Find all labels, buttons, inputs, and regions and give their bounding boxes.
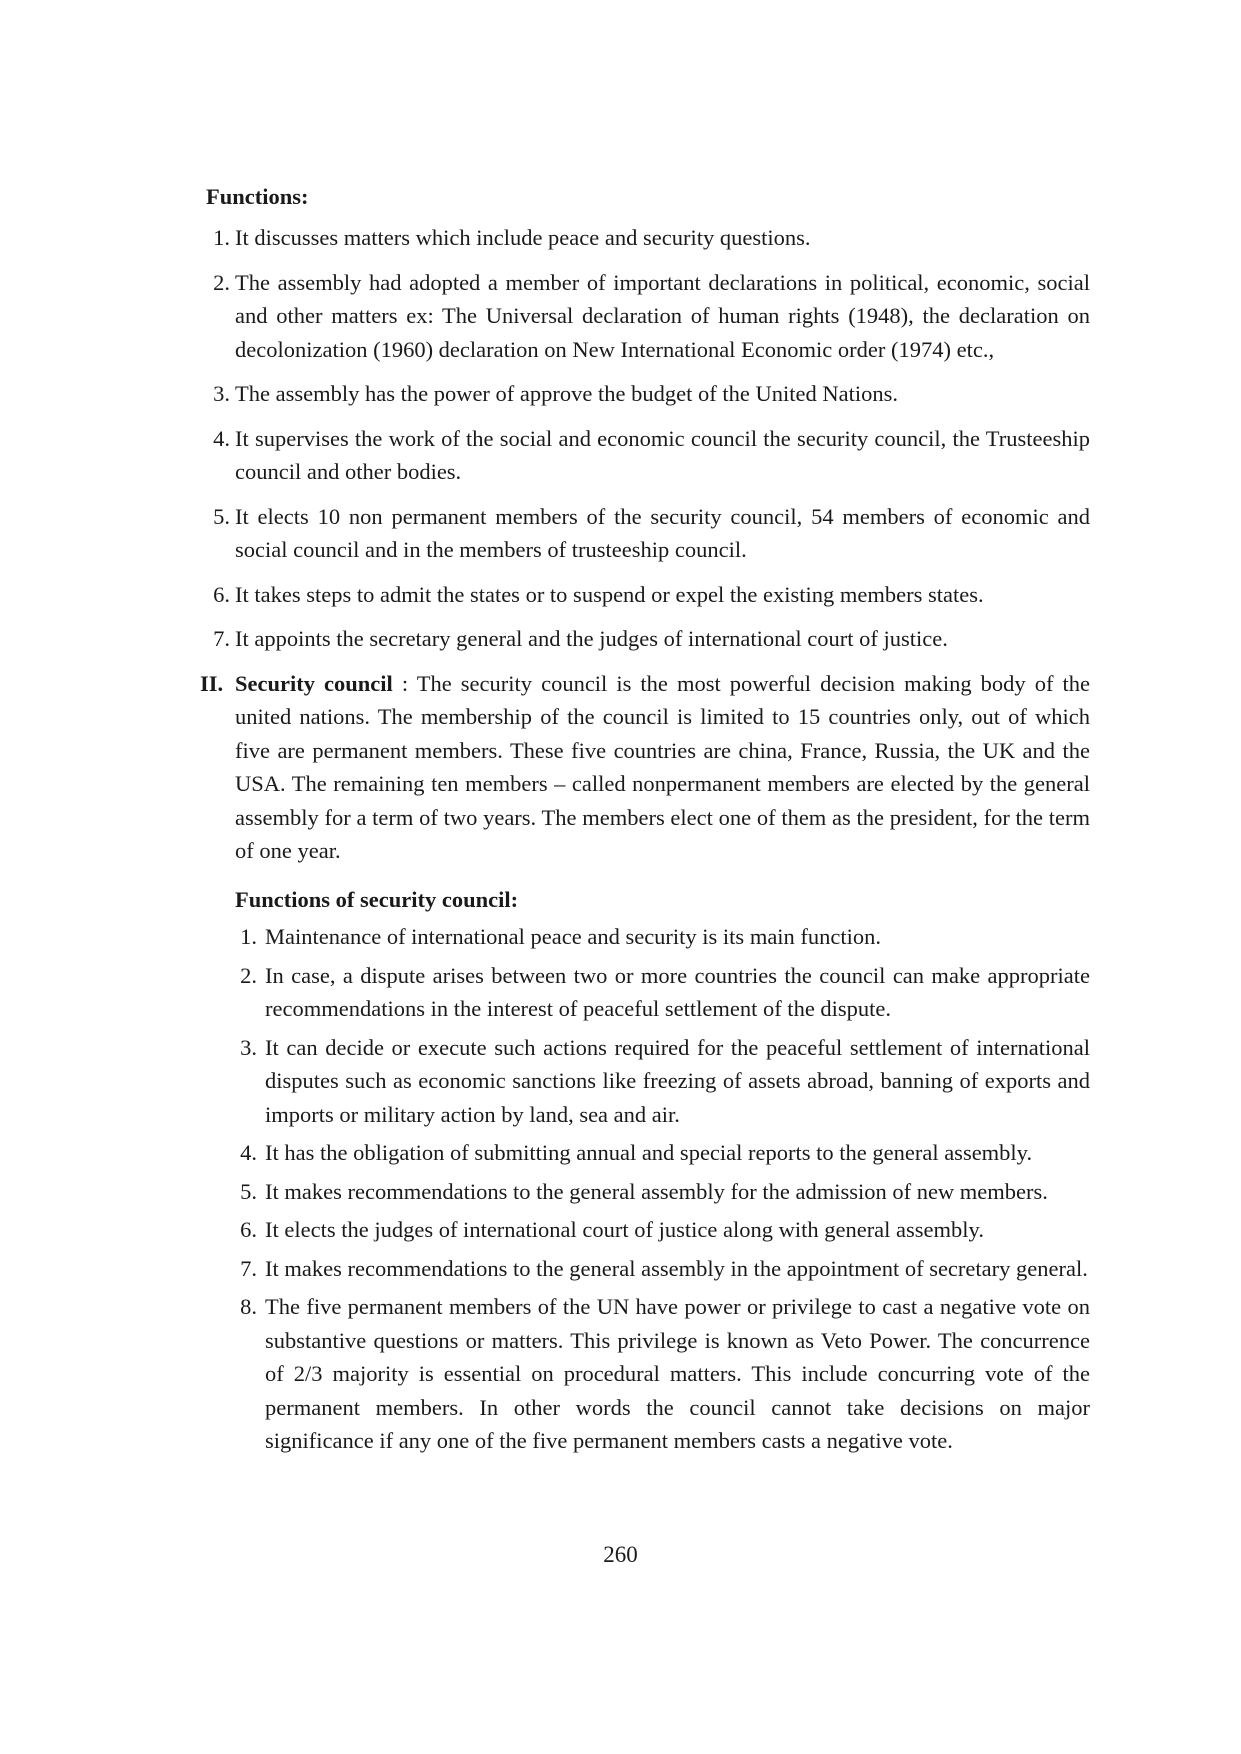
list-item-number: 3.: [240, 1034, 257, 1060]
list-item: [235, 959, 1090, 1026]
list-item-text: It makes recommendations to the general assembly for the admission of new members.: [265, 1178, 1048, 1204]
security-council-section: [200, 667, 1091, 868]
list-item-text: It takes steps to admit the states or to suspend or expel the existing members states.: [235, 581, 984, 607]
list-item-number: 7.: [240, 1255, 257, 1281]
page-content: [200, 180, 1091, 1463]
list-item: [206, 622, 1090, 656]
list-item-text: It discusses matters which include peace and security questions.: [235, 225, 811, 250]
list-item-text: It appoints the secretary general and the judges of international court of justice.: [235, 626, 948, 651]
list-item: [206, 221, 1090, 255]
list-item: [235, 1175, 1090, 1209]
list-item-number: 3.: [213, 381, 230, 406]
list-item-text: It can decide or execute such actions required for the peaceful settlement of international disputes such as economic sanctions like freezing of assets abroad, banning of exports and imports or military action by land, sea and air.: [265, 1034, 1090, 1127]
list-item-text: Maintenance of international peace and security is its main function.: [265, 924, 882, 949]
list-item-number: 5.: [213, 503, 230, 529]
list-item-text: It makes recommendations to the general assembly in the appointment of secretary general.: [265, 1255, 1088, 1281]
list-item-text: It has the obligation of submitting annual and special reports to the general assembly.: [265, 1140, 1033, 1165]
list-item-number: 2.: [213, 269, 230, 295]
list-item: [206, 500, 1090, 567]
list-item-number: 8.: [240, 1294, 257, 1319]
list-item-text: The assembly had adopted a member of important declarations in political, economic, social and other matters ex: The Universal declaration of human rights (1948), the declaration on decolonization (1960) declaration on New International Economic order (1974) etc.,: [235, 269, 1090, 362]
list-item: [206, 578, 1090, 612]
section-text: : The security council is the most powerful decision making body of the united nations. The membership of the council is limited to 15 countries only, out of which five are permanent members. These five countries are china, France, Russia, the UK and the USA. The remaining ten members – called nonpermanent members are elected by the general assembly for a term of two years. The members elect one of them as the president, for the term of one year.: [235, 670, 1091, 863]
list-item-number: 7.: [213, 626, 230, 651]
list-item: [235, 920, 1090, 954]
security-council-functions-list: [206, 920, 1090, 1458]
list-item: [235, 1290, 1090, 1458]
list-item-number: 1.: [213, 225, 230, 250]
list-item: [235, 1136, 1090, 1170]
list-item-number: 1.: [240, 924, 257, 949]
list-item: [235, 1213, 1090, 1247]
list-item-number: 2.: [240, 962, 257, 988]
page-number: 260: [603, 1542, 638, 1567]
list-item-number: 6.: [213, 581, 230, 607]
list-item-text: It supervises the work of the social and economic council the security council, the Trusteeship council and other bodies.: [235, 425, 1090, 484]
list-item-text: It elects 10 non permanent members of the security council, 54 members of economic and social council and in the members of trusteeship council.: [235, 503, 1090, 562]
section-title: Security council: [235, 670, 393, 696]
list-item-number: 6.: [240, 1217, 257, 1242]
list-item: [206, 422, 1090, 489]
list-item-number: 4.: [240, 1140, 257, 1165]
security-council-functions-heading: Functions of security council:: [235, 886, 519, 912]
section-numeral: II.: [200, 670, 224, 696]
list-item-number: 5.: [240, 1178, 257, 1204]
list-item: [235, 1031, 1090, 1132]
list-item-text: It elects the judges of international court of justice along with general assembly.: [265, 1217, 984, 1242]
list-item-number: 4.: [213, 425, 230, 451]
functions-heading: Functions:: [206, 184, 309, 209]
list-item: [206, 377, 1090, 411]
list-item: [235, 1252, 1090, 1286]
list-item-text: The five permanent members of the UN have power or privilege to cast a negative vote on substantive questions or matters. This privilege is known as Veto Power. The concurrence of 2/3 majority is essential on procedural matters. This include concurring vote of the permanent members. In other words the council cannot take decisions on major significance if any one of the five permanent members casts a negative vote.: [265, 1294, 1090, 1453]
functions-list: [206, 221, 1090, 656]
list-item-text: In case, a dispute arises between two or more countries the council can make appropriate recommendations in the interest of peaceful settlement of the dispute.: [265, 962, 1090, 1021]
list-item-text: The assembly has the power of approve the budget of the United Nations.: [235, 381, 898, 406]
list-item: [206, 266, 1090, 367]
